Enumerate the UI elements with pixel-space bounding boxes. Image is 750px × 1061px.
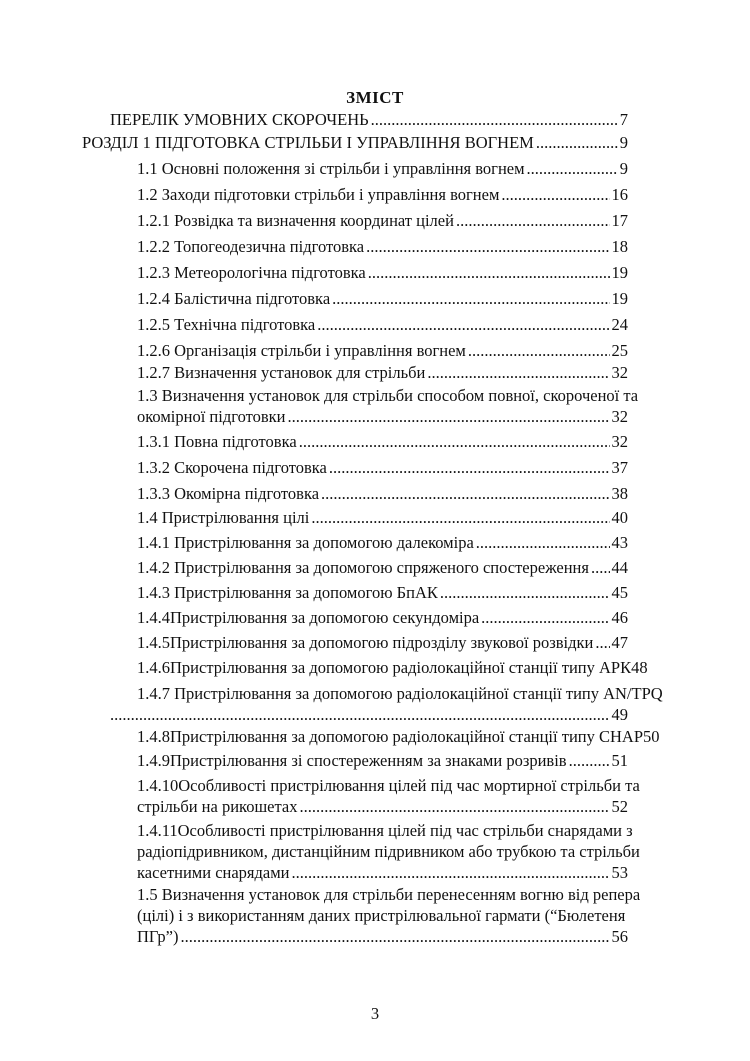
toc-page-number: 45 [611,583,628,602]
leader-dots [481,608,609,628]
toc-entry[interactable] [137,484,628,504]
toc-entry[interactable] [137,385,639,427]
leader-dots [311,508,609,528]
leader-dots [321,484,609,504]
toc-entry-text: 1.2.1 Розвідка та визначення координат цілей [137,211,454,230]
toc-entry-text: 1.2.5 Технічна підготовка [137,315,316,334]
toc-entry-text: 1.4.11Особливості пристрілювання цілей під час стрільби снарядами з [137,821,633,840]
toc-entry-text: 1.4.9Пристрілювання зі спостереженням за знаками розривів [137,751,567,770]
toc-page-number: 49 [611,705,628,724]
toc-entry[interactable] [137,315,628,335]
toc-entry-text: 1.3 Визначення установок для стрільби способом повної, скороченої та [137,386,639,405]
toc-page-number: 37 [611,458,628,477]
toc-entry[interactable] [137,289,628,309]
toc-page-number: 38 [611,484,628,503]
toc-entry[interactable] [137,263,628,283]
toc-page-number: 56 [611,927,628,946]
toc-entry-text: 1.2.7 Визначення установок для стрільби [137,363,426,382]
leader-dots [332,289,609,309]
toc-entry[interactable] [108,683,663,725]
toc-page-number: 50 [643,727,660,746]
toc-entry[interactable] [137,185,628,205]
toc-entry[interactable] [137,884,641,947]
toc-entry-text: 1.4.8Пристрілювання за допомогою радіолокаційної станції типу СНАР [137,727,643,746]
toc-page-number: 44 [611,558,628,577]
toc-entry[interactable] [137,341,628,361]
toc-page-number: 32 [611,363,628,382]
toc-page-number: 25 [611,341,628,360]
leader-dots [299,432,610,452]
toc-entry-text: 1.4.3 Пристрілювання за допомогою БпАК [137,583,438,602]
toc-entry-text: 1.4.4Пристрілювання за допомогою секундоміра [137,608,480,627]
leader-dots [371,110,618,130]
toc-entry[interactable] [137,751,628,771]
toc-entry-text: 1.4.6Пристрілювання за допомогою радіолокаційної станції типу АРК48 [137,658,648,677]
toc-page-number: 9 [619,133,628,152]
toc-entry-text: 1.2.2 Топогеодезична підготовка [137,237,365,256]
toc-entry-text: ПГр”) [137,927,179,946]
leader-dots [299,797,609,817]
toc-entry[interactable] [137,159,628,179]
toc-page-number: 17 [611,211,628,230]
toc-page-number: 19 [611,289,628,308]
leader-dots [527,159,618,179]
toc-entry[interactable] [137,211,628,231]
leader-dots [476,533,610,553]
toc-page-number: 47 [611,633,628,652]
toc-entry[interactable] [137,658,648,678]
toc-entry-text: 1.2.6 Організація стрільби і управління вогнем [137,341,466,360]
toc-page-number: 7 [619,110,628,129]
toc-entry[interactable] [137,633,628,653]
toc-page-number: 52 [611,797,628,816]
page-title: ЗМІСТ [346,88,404,107]
toc-entry[interactable] [137,363,628,383]
toc-entry-text: окомірної підготовки [137,407,286,426]
toc-entry[interactable] [137,608,628,628]
toc-entry[interactable] [137,820,640,883]
leader-dots [440,583,610,603]
leader-dots [317,315,609,335]
leader-dots [180,927,609,947]
toc-entry[interactable] [82,133,628,153]
toc-entry-text: 1.5 Визначення установок для стрільби перенесенням вогню від репера [137,885,641,904]
toc-page-number: 9 [619,159,628,178]
toc-entry-text: 1.2.3 Метеорологічна підготовка [137,263,366,282]
leader-dots [288,407,610,427]
toc-page-number: 43 [611,533,628,552]
toc-entry-text: 1.4.1 Пристрілювання за допомогою далекоміра [137,533,474,552]
toc-entry-text: 1.4.7 Пристрілювання за допомогою радіолокаційної станції типу AN/TPQ [137,684,663,703]
toc-page-number: 53 [611,863,628,882]
toc-page-number: 19 [611,263,628,282]
leader-dots [591,558,610,578]
toc-entry[interactable] [137,508,628,528]
toc-entry-text: 1.3.3 Окомірна підготовка [137,484,320,503]
page-number: 3 [370,1004,380,1023]
leader-dots [456,211,610,231]
toc-entry-text: (цілі) і з використанням даних пристрілювальної гармати (“Бюлетеня [137,906,626,925]
toc-page-number: 24 [611,315,628,334]
leader-dots [595,633,609,653]
toc-page-number: 46 [611,608,628,627]
toc-page-number: 32 [611,407,628,426]
toc-entry-text: стрільби на рикошетах [137,797,298,816]
toc-entry-text: 1.2.4 Балістична підготовка [137,289,331,308]
toc-entry-text: радіопідривником, дистанційним підривником або трубкою та стрільби [137,842,640,861]
toc-page-number: 40 [611,508,628,527]
toc-entry-text: 1.1 Основні положення зі стрільби і управління вогнем [137,159,525,178]
toc-page-number: 18 [611,237,628,256]
leader-dots [110,705,610,725]
leader-dots [366,237,609,257]
toc-entry-text: 1.4 Пристрілювання цілі [137,508,310,527]
toc-page-number: 16 [611,185,628,204]
toc-entry[interactable] [137,432,628,452]
toc-entry[interactable] [137,533,628,553]
toc-page-number: 51 [611,751,628,770]
toc-entry[interactable] [137,775,640,817]
toc-entry[interactable] [137,583,628,603]
toc-entry-text: РОЗДІЛ 1 ПІДГОТОВКА СТРІЛЬБИ І УПРАВЛІННЯ ВОГНЕМ [82,133,534,152]
toc-entry[interactable] [137,237,628,257]
toc-page-number: 32 [611,432,628,451]
leader-dots [292,863,610,883]
toc-entry[interactable] [110,110,628,130]
toc-entry-text: касетними снарядами [137,863,290,882]
toc-entry-text: 1.4.10Особливості пристрілювання цілей під час мортирної стрільби та [137,776,640,795]
toc-entry[interactable] [137,727,660,747]
leader-dots [368,263,610,283]
toc-entry-text: 1.2 Заходи підготовки стрільби і управління вогнем [137,185,500,204]
leader-dots [468,341,610,361]
leader-dots [427,363,609,383]
toc-entry-text: 1.4.2 Пристрілювання за допомогою спряженого спостереження [137,558,589,577]
toc-entry[interactable] [137,458,628,478]
leader-dots [501,185,609,205]
leader-dots [569,751,610,771]
toc-entry-text: 1.3.2 Скорочена підготовка [137,458,327,477]
toc-entry[interactable] [137,558,628,578]
leader-dots [329,458,610,478]
toc-entry-text: 1.4.5Пристрілювання за допомогою підрозділу звукової розвідки [137,633,594,652]
toc-entry-text: 1.3.1 Повна підготовка [137,432,297,451]
leader-dots [536,133,618,153]
toc-entry-text: ПЕРЕЛІК УМОВНИХ СКОРОЧЕНЬ [110,110,369,129]
